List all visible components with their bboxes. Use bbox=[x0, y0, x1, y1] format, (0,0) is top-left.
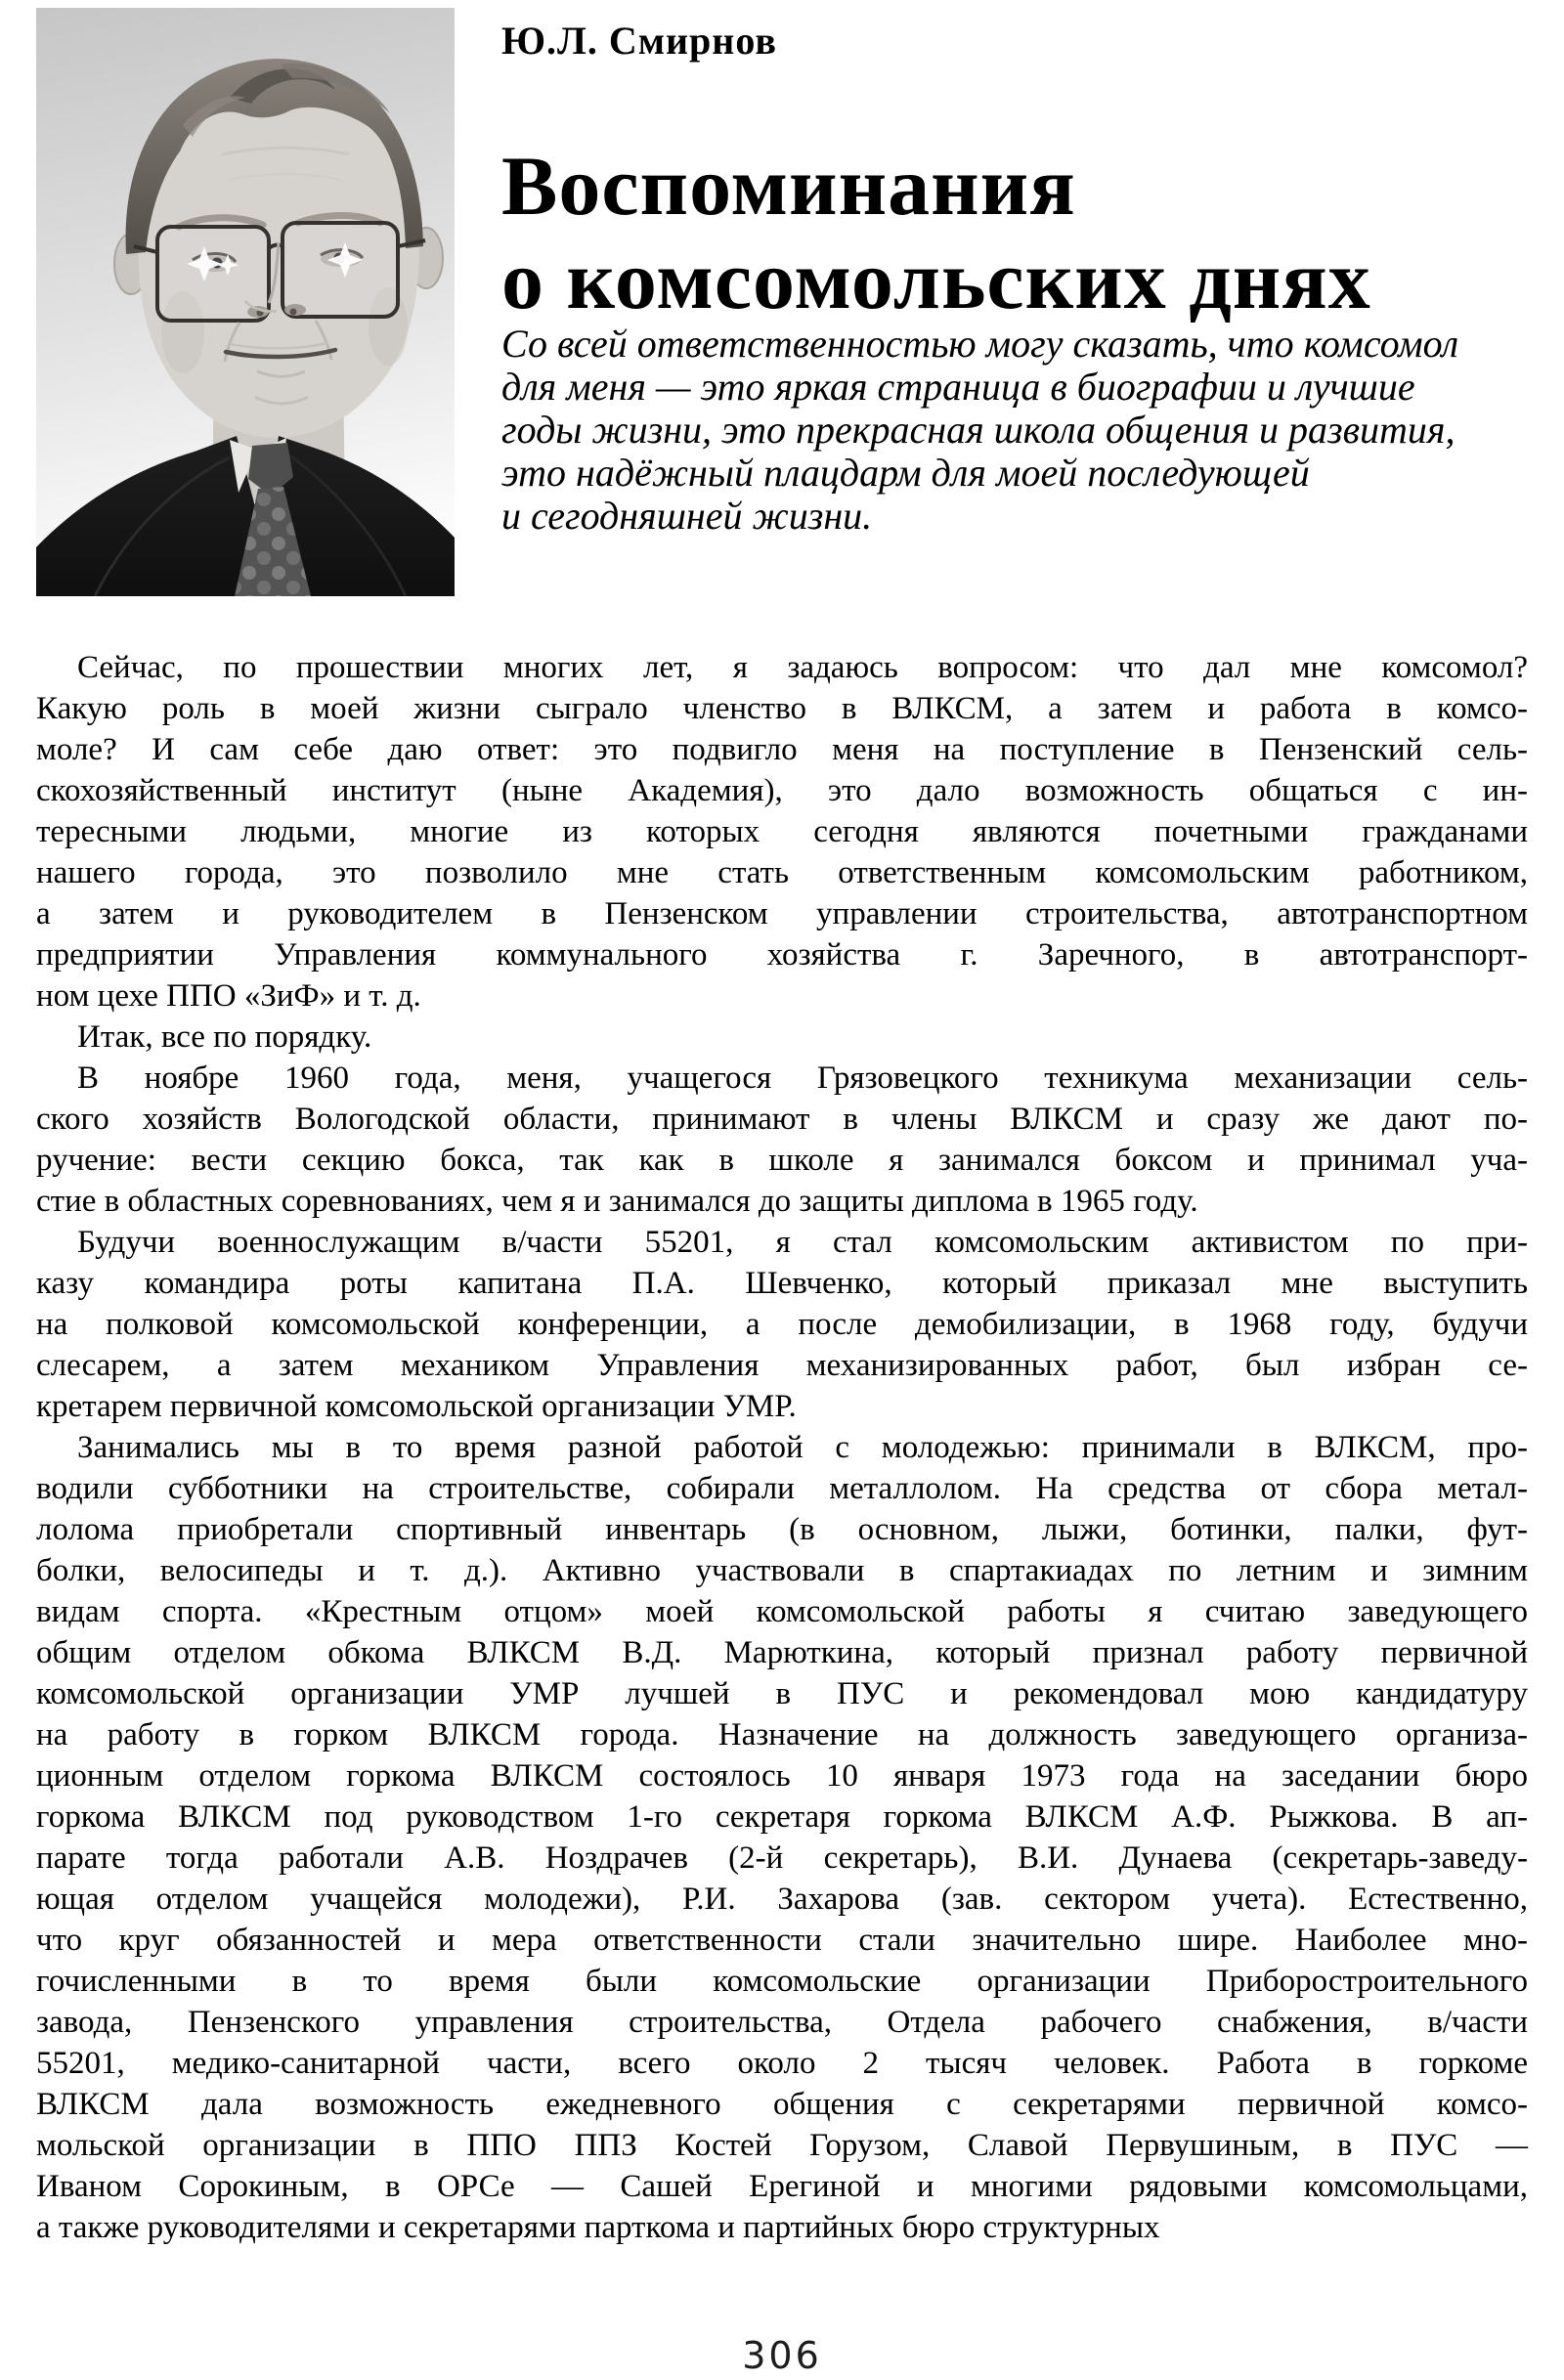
paragraph bbox=[36, 647, 1528, 1017]
author-name: Ю.Л. Смирнов bbox=[501, 19, 777, 63]
body-line: на работу в горком ВЛКСМ города. Назначение на должность заведующего организа- bbox=[36, 1717, 1528, 1753]
paragraph bbox=[36, 1017, 1528, 1058]
body-line: Какую роль в моей жизни сыграло членство в ВЛКСМ, а затем и работа в комсо- bbox=[36, 691, 1528, 726]
epigraph-line: и сегодняшней жизни. bbox=[501, 494, 873, 538]
body-line: мольской организации в ППО ППЗ Костей Горузом, Славой Первушиным, в ПУС — bbox=[36, 2128, 1528, 2163]
body-line: комсомольской организации УМР лучшей в ПУС и рекомендовал мою кандидатуру bbox=[36, 1676, 1528, 1711]
body-line: горкома ВЛКСМ под руководством 1-го секретаря горкома ВЛКСМ А.Ф. Рыжкова. В ап- bbox=[36, 1799, 1528, 1835]
body-line: ВЛКСМ дала возможность ежедневного общения с секретарями первичной комсо- bbox=[36, 2087, 1528, 2122]
body-line: слесарем, а затем механиком Управления механизированных работ, был избран се- bbox=[36, 1348, 1528, 1383]
body-line: Иваном Сорокиным, в ОРСе — Сашей Ерегиной и многими рядовыми комсомольцами, bbox=[36, 2169, 1528, 2204]
epigraph-line: это надёжный плацдарм для моей последующей bbox=[501, 451, 1310, 495]
body-line: болки, велосипеды и т. д.). Активно участвовали в спартакиадах по летним и зимним bbox=[36, 1553, 1528, 1588]
author-photo bbox=[36, 8, 455, 596]
page-number: 306 bbox=[742, 2334, 822, 2377]
body-line: видам спорта. «Крестным отцом» моей комсомольской работы я считаю заведующего bbox=[36, 1594, 1528, 1629]
body-line: предприятии Управления коммунального хозяйства г. Заречного, в автотранспорт- bbox=[36, 937, 1528, 973]
paragraph bbox=[36, 1058, 1528, 1222]
body-line: ционным отделом горкома ВЛКСМ состоялось 10 января 1973 года на заседании бюро bbox=[36, 1758, 1528, 1794]
body-line: Будучи военнослужащим в/части 55201, я стал комсомольским активистом по при- bbox=[77, 1225, 1528, 1260]
body-line: водили субботники на строительстве, собирали металлолом. На средства от сбора метал- bbox=[36, 1471, 1528, 1506]
body-line: В ноябре 1960 года, меня, учащегося Грязовецкого техникума механизации сель- bbox=[77, 1060, 1528, 1096]
epigraph-line: Со всей ответственностью могу сказать, что комсомол bbox=[501, 322, 1459, 366]
body-line: а также руководителями и секретарями парткома и партийных бюро структурных bbox=[36, 2210, 1160, 2245]
body-line: завода, Пензенского управления строительства, Отдела рабочего снабжения, в/части bbox=[36, 2005, 1528, 2040]
body-line: тересными людьми, многие из которых сегодня являются почетными гражданами bbox=[36, 814, 1528, 849]
body-line: скохозяйственный институт (ныне Академия), это дало возможность общаться с ин- bbox=[36, 773, 1528, 808]
body-line: а затем и руководителем в Пензенском управлении строительства, автотранспортном bbox=[36, 896, 1528, 931]
body-line: ского хозяйств Вологодской области, принимают в члены ВЛКСМ и сразу же дают по- bbox=[36, 1102, 1528, 1137]
body-line: 55201, медико-санитарной части, всего около 2 тысяч человек. Работа в горкоме bbox=[36, 2046, 1528, 2081]
body-line: общим отделом обкома ВЛКСМ В.Д. Марюткина, который признал работу первичной bbox=[36, 1635, 1528, 1670]
epigraph-line: для меня — это яркая страница в биографии и лучшие bbox=[501, 365, 1415, 409]
body-text bbox=[36, 647, 1528, 2248]
body-line: парате тогда работали А.В. Ноздрачев (2-й секретарь), В.И. Дунаева (секретарь-заведу- bbox=[36, 1840, 1528, 1876]
body-line: что круг обязанностей и мера ответственности стали значительно шире. Наиболее мно- bbox=[36, 1923, 1528, 1958]
body-line: лолома приобретали спортивный инвентарь (в основном, лыжи, ботинки, палки, фут- bbox=[36, 1512, 1528, 1547]
body-line: Итак, все по порядку. bbox=[77, 1019, 372, 1055]
title-line-2: о комсомольских днях bbox=[501, 233, 1371, 326]
body-line: стие в областных соревнованиях, чем я и занимался до защиты диплома в 1965 году. bbox=[36, 1184, 1198, 1219]
body-line: ном цехе ППО «ЗиФ» и т. д. bbox=[36, 978, 421, 1014]
body-line: гочисленными в то время были комсомольские организации Приборостроительного bbox=[36, 1964, 1528, 1999]
article-title bbox=[501, 139, 1538, 326]
epigraph-line: годы жизни, это прекрасная школа общения и развития, bbox=[501, 408, 1455, 452]
paragraph bbox=[36, 1427, 1528, 2248]
body-line: моле? И сам себе даю ответ: это подвигло меня на поступление в Пензенский сель- bbox=[36, 732, 1528, 767]
body-line: ручение: вести секцию бокса, так как в школе я занимался боксом и принимал уча- bbox=[36, 1143, 1528, 1178]
body-line: кретарем первичной комсомольской организации УМР. bbox=[36, 1389, 797, 1424]
title-line-1: Воспоминания bbox=[501, 139, 1076, 233]
body-line: нашего города, это позволило мне стать ответственным комсомольским работником, bbox=[36, 855, 1528, 890]
paragraph bbox=[36, 1222, 1528, 1427]
body-line: на полковой комсомольской конференции, а после демобилизации, в 1968 году, будучи bbox=[36, 1307, 1528, 1342]
body-line: Сейчас, по прошествии многих лет, я задаюсь вопросом: что дал мне комсомол? bbox=[77, 650, 1528, 685]
body-line: Занимались мы в то время разной работой с молодежью: принимали в ВЛКСМ, про- bbox=[77, 1430, 1528, 1465]
body-line: казу командира роты капитана П.А. Шевченко, который приказал мне выступить bbox=[36, 1266, 1528, 1301]
body-line: ющая отделом учащейся молодежи), Р.И. Захарова (зав. сектором учета). Естественно, bbox=[36, 1882, 1528, 1917]
epigraph bbox=[501, 323, 1538, 538]
